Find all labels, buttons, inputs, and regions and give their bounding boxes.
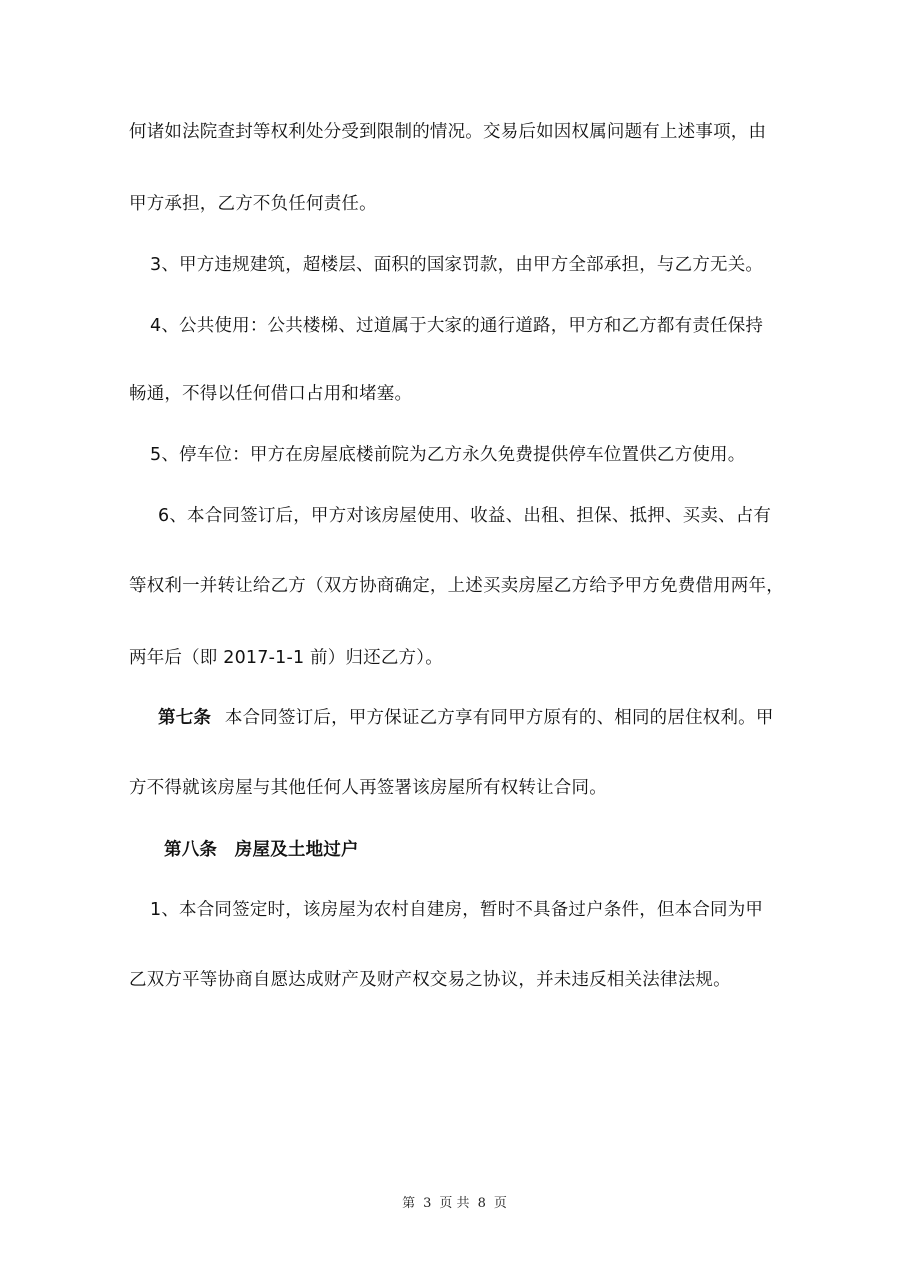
- paragraph-line: 畅通，不得以任何借口占用和堵塞。: [129, 384, 413, 404]
- paragraph-line: 甲方承担，乙方不负任何责任。: [129, 194, 377, 214]
- clause-4: 4、公共使用：公共楼梯、过道属于大家的通行道路，甲方和乙方都有责任保持: [150, 316, 764, 336]
- article-8-heading: 第八条 房屋及土地过户: [164, 840, 359, 860]
- article-7-paragraph: [158, 706, 774, 730]
- total-pages: 8: [477, 1196, 486, 1211]
- paragraph-line: 等权利一并转让给乙方（双方协商确定，上述买卖房屋乙方给予甲方免费借用两年，: [129, 576, 784, 596]
- page-footer: [0, 1192, 909, 1211]
- footer-mid: 页 共: [439, 1196, 470, 1211]
- clause-5: 5、停车位：甲方在房屋底楼前院为乙方永久免费提供停车位置供乙方使用。: [150, 445, 746, 465]
- clause-6: 6、本合同签订后，甲方对该房屋使用、收益、出租、担保、抵押、买卖、占有: [158, 506, 772, 526]
- page-number: 3: [423, 1196, 432, 1211]
- article-8-clause-1: 1、本合同签定时，该房屋为农村自建房，暂时不具备过户条件，但本合同为甲: [150, 900, 764, 920]
- article-7-text: 本合同签订后，甲方保证乙方享有同甲方原有的、相同的居住权利。甲: [224, 708, 774, 728]
- paragraph-line: 两年后（即 2017-1-1 前）归还乙方）。: [129, 648, 443, 668]
- paragraph-line: 乙双方平等协商自愿达成财产及财产权交易之协议，并未违反相关法律法规。: [129, 970, 731, 990]
- footer-prefix: 第: [402, 1196, 416, 1211]
- paragraph-line: 何诸如法院查封等权利处分受到限制的情况。交易后如因权属问题有上述事项，由: [129, 122, 767, 142]
- article-7-continuation: 方不得就该房屋与其他任何人再签署该房屋所有权转让合同。: [129, 778, 607, 798]
- footer-suffix: 页: [493, 1196, 507, 1211]
- clause-3: 3、甲方违规建筑，超楼层、面积的国家罚款，由甲方全部承担，与乙方无关。: [150, 255, 764, 275]
- article-7-heading: 第七条: [158, 708, 212, 728]
